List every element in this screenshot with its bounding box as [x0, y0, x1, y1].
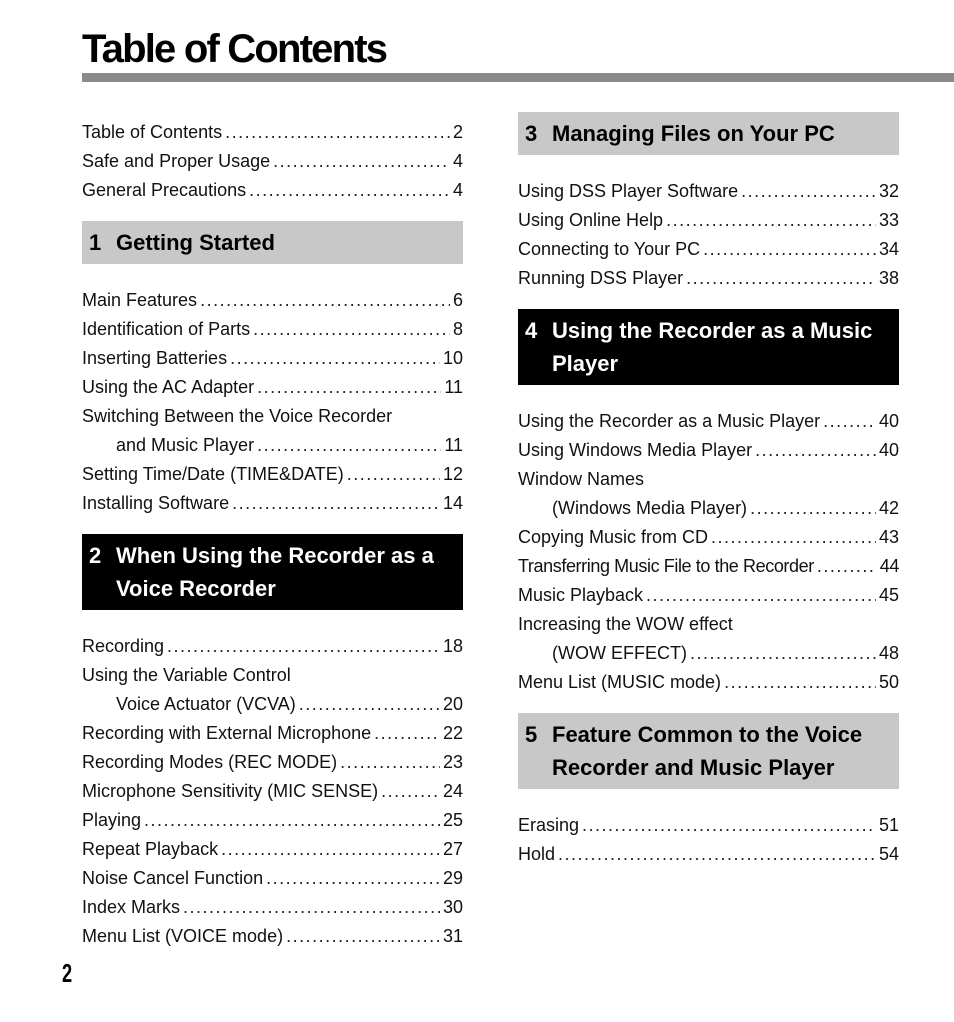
toc-entry[interactable]: Transferring Music File to the Recorder ..... 44 — [518, 548, 899, 577]
toc-entry[interactable]: Using the Recorder as a Music Player ..... 40 — [518, 403, 899, 432]
toc-entry[interactable]: Erasing ..... 51 — [518, 807, 899, 836]
toc-entry[interactable]: Music Playback ..... 45 — [518, 577, 899, 606]
left-column — [82, 114, 463, 947]
right-column — [518, 112, 899, 865]
toc-entry[interactable]: Index Marks ..... 30 — [82, 889, 463, 918]
toc-entry[interactable]: Recording with External Microphone ..... 22 — [82, 715, 463, 744]
toc-entry[interactable]: Copying Music from CD ..... 43 — [518, 519, 899, 548]
toc-entry[interactable]: Setting Time/Date (TIME&DATE) ..... 12 — [82, 456, 463, 485]
toc-entry[interactable]: Recording Modes (REC MODE) ..... 23 — [82, 744, 463, 773]
toc-entry[interactable]: Menu List (VOICE mode) ..... 31 — [82, 918, 463, 947]
section-heading-1: 1 Getting Started — [82, 221, 463, 264]
toc-entry[interactable]: Noise Cancel Function ..... 29 — [82, 860, 463, 889]
section-heading-2: 2 When Using the Recorder as a Voice Recorder — [82, 534, 463, 610]
toc-entry[interactable]: General Precautions ..... 4 — [82, 172, 463, 201]
toc-entry-line1[interactable]: Switching Between the Voice Recorder — [82, 406, 393, 426]
toc-entry[interactable]: Main Features ..... 6 — [82, 282, 463, 311]
toc-entry-line2[interactable]: Voice Actuator (VCVA) ..... 20 — [82, 686, 463, 715]
toc-entry[interactable]: Recording ..... 18 — [82, 628, 463, 657]
toc-entry[interactable]: Inserting Batteries ..... 10 — [82, 340, 463, 369]
toc-entry[interactable]: Using Online Help ..... 33 — [518, 202, 899, 231]
toc-entry[interactable]: Identification of Parts ..... 8 — [82, 311, 463, 340]
toc-entry[interactable]: Hold ..... 54 — [518, 836, 899, 865]
title-rule — [82, 73, 954, 82]
page-title: Table of Contents — [82, 27, 387, 71]
toc-entry[interactable]: Using the AC Adapter ..... 11 — [82, 369, 463, 398]
toc-entry[interactable]: Repeat Playback ..... 27 — [82, 831, 463, 860]
toc-entry[interactable]: Using Windows Media Player ..... 40 — [518, 432, 899, 461]
toc-entry-line1[interactable]: Window Names — [518, 469, 645, 489]
toc-entry-line1[interactable]: Increasing the WOW effect — [518, 614, 733, 634]
toc-entry[interactable]: Installing Software ..... 14 — [82, 485, 463, 514]
section-heading-4: 4 Using the Recorder as a Music Player — [518, 309, 899, 385]
toc-entry[interactable]: Playing ..... 25 — [82, 802, 463, 831]
section-heading-5: 5 Feature Common to the Voice Recorder and Music Player — [518, 713, 899, 789]
section-heading-3: 3 Managing Files on Your PC — [518, 112, 899, 155]
toc-entry-line1[interactable]: Using the Variable Control — [82, 665, 291, 685]
toc-entry[interactable]: Table of Contents ..... 2 — [82, 114, 463, 143]
toc-entry[interactable]: Running DSS Player ..... 38 — [518, 260, 899, 289]
toc-entry[interactable]: Menu List (MUSIC mode) ..... 50 — [518, 664, 899, 693]
toc-entry[interactable]: Connecting to Your PC ..... 34 — [518, 231, 899, 260]
toc-entry[interactable]: Microphone Sensitivity (MIC SENSE) ..... 24 — [82, 773, 463, 802]
page-number: 2 — [62, 958, 73, 988]
toc-entry[interactable]: Using DSS Player Software ..... 32 — [518, 173, 899, 202]
toc-entry-line2[interactable]: and Music Player ..... 11 — [82, 427, 463, 456]
toc-entry-line2[interactable]: (Windows Media Player) ..... 42 — [518, 490, 899, 519]
toc-entry[interactable]: Safe and Proper Usage ..... 4 — [82, 143, 463, 172]
toc-entry-line2[interactable]: (WOW EFFECT) ..... 48 — [518, 635, 899, 664]
